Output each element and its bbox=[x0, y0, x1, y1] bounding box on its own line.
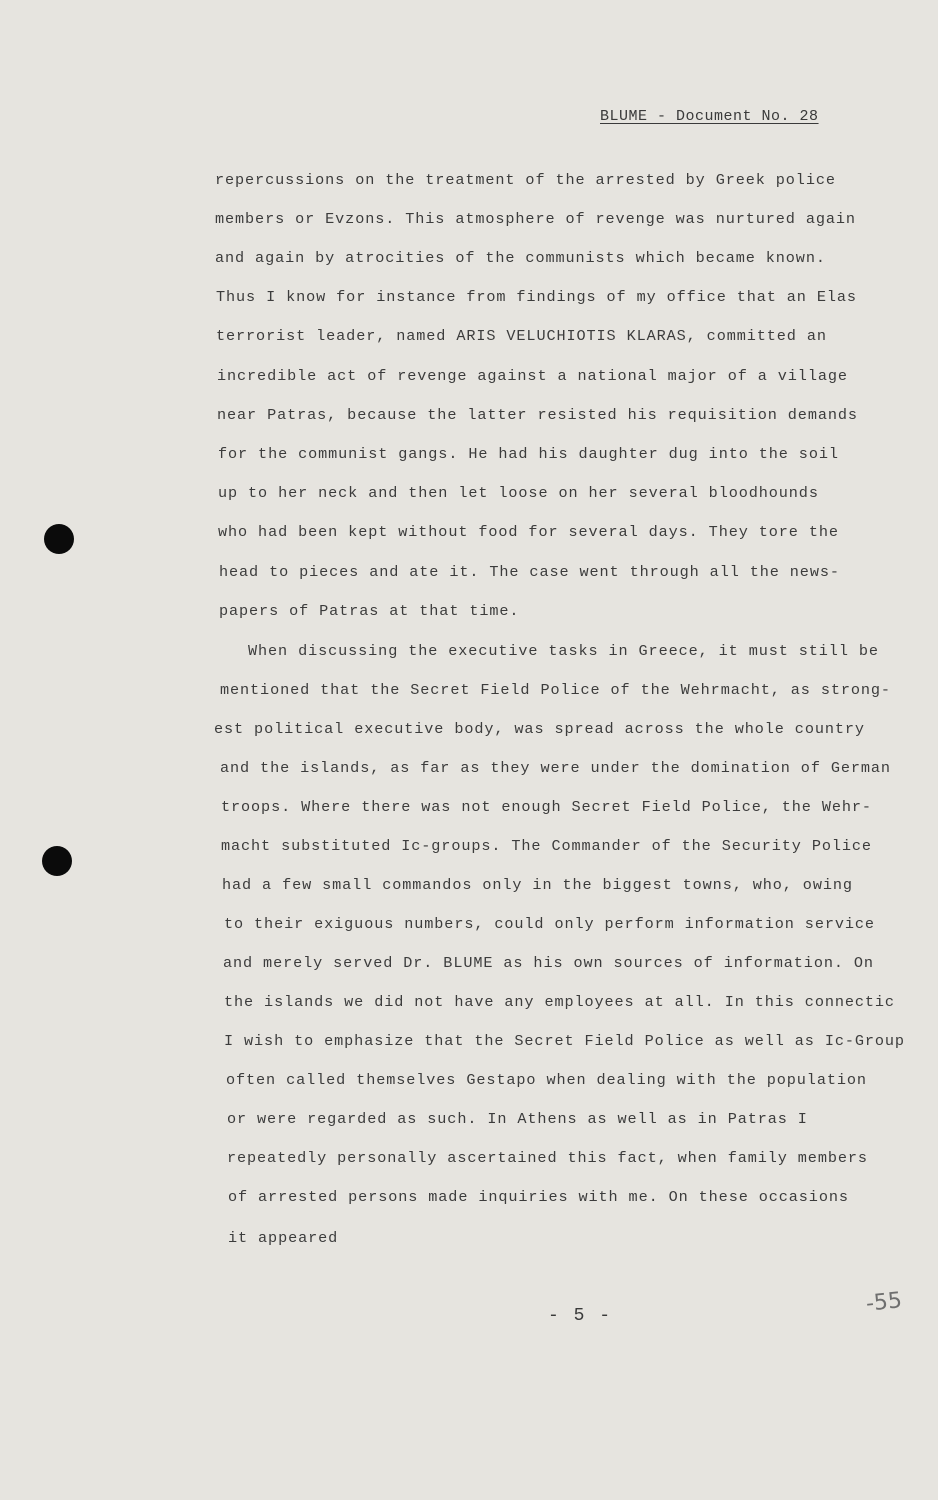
body-line: for the communist gangs. He had his daughter dug into the soil bbox=[218, 445, 839, 463]
body-line: incredible act of revenge against a national major of a village bbox=[217, 367, 848, 385]
body-line: who had been kept without food for several days. They tore the bbox=[218, 523, 839, 541]
body-line: and merely served Dr. BLUME as his own sources of information. On bbox=[223, 954, 874, 972]
body-line: mentioned that the Secret Field Police of the Wehrmacht, as strong- bbox=[220, 681, 891, 699]
body-line: up to her neck and then let loose on her several bloodhounds bbox=[218, 484, 819, 502]
body-line: troops. Where there was not enough Secret Field Police, the Wehr- bbox=[221, 798, 872, 816]
body-line: and the islands, as far as they were under the domination of German bbox=[220, 759, 891, 777]
body-line: macht substituted Ic-groups. The Commander of the Security Police bbox=[221, 837, 872, 855]
body-line: to their exiguous numbers, could only perform information service bbox=[224, 915, 875, 933]
body-line: Thus I know for instance from findings of my office that an Elas bbox=[216, 288, 857, 306]
body-line: or were regarded as such. In Athens as well as in Patras I bbox=[227, 1110, 808, 1128]
body-line: I wish to emphasize that the Secret Field Police as well as Ic-Group bbox=[224, 1032, 905, 1050]
body-line: had a few small commandos only in the biggest towns, who, owing bbox=[222, 876, 853, 894]
document-header: BLUME - Document No. 28 bbox=[600, 108, 819, 125]
body-line: of arrested persons made inquiries with me. On these occasions bbox=[228, 1188, 849, 1206]
body-line: the islands we did not have any employees at all. In this connectic bbox=[224, 993, 895, 1011]
body-line: members or Evzons. This atmosphere of revenge was nurtured again bbox=[215, 210, 856, 228]
punch-hole-top bbox=[44, 524, 74, 554]
body-line: When discussing the executive tasks in Greece, it must still be bbox=[248, 642, 879, 660]
body-line: terrorist leader, named ARIS VELUCHIOTIS KLARAS, committed an bbox=[216, 327, 827, 345]
punch-hole-bottom bbox=[42, 846, 72, 876]
handwritten-page-number: -55 bbox=[864, 1288, 904, 1317]
body-line: papers of Patras at that time. bbox=[219, 602, 520, 620]
body-line: near Patras, because the latter resisted his requisition demands bbox=[217, 406, 858, 424]
body-line: and again by atrocities of the communists which became known. bbox=[215, 249, 826, 267]
body-line: repercussions on the treatment of the arrested by Greek police bbox=[215, 171, 836, 189]
body-line: it appeared bbox=[228, 1229, 339, 1247]
body-line: often called themselves Gestapo when dealing with the population bbox=[226, 1071, 867, 1089]
body-line: head to pieces and ate it. The case went through all the news- bbox=[219, 563, 840, 581]
page-number: - 5 - bbox=[548, 1306, 613, 1326]
body-line: repeatedly personally ascertained this fact, when family members bbox=[227, 1149, 868, 1167]
body-line: est political executive body, was spread across the whole country bbox=[214, 720, 865, 738]
